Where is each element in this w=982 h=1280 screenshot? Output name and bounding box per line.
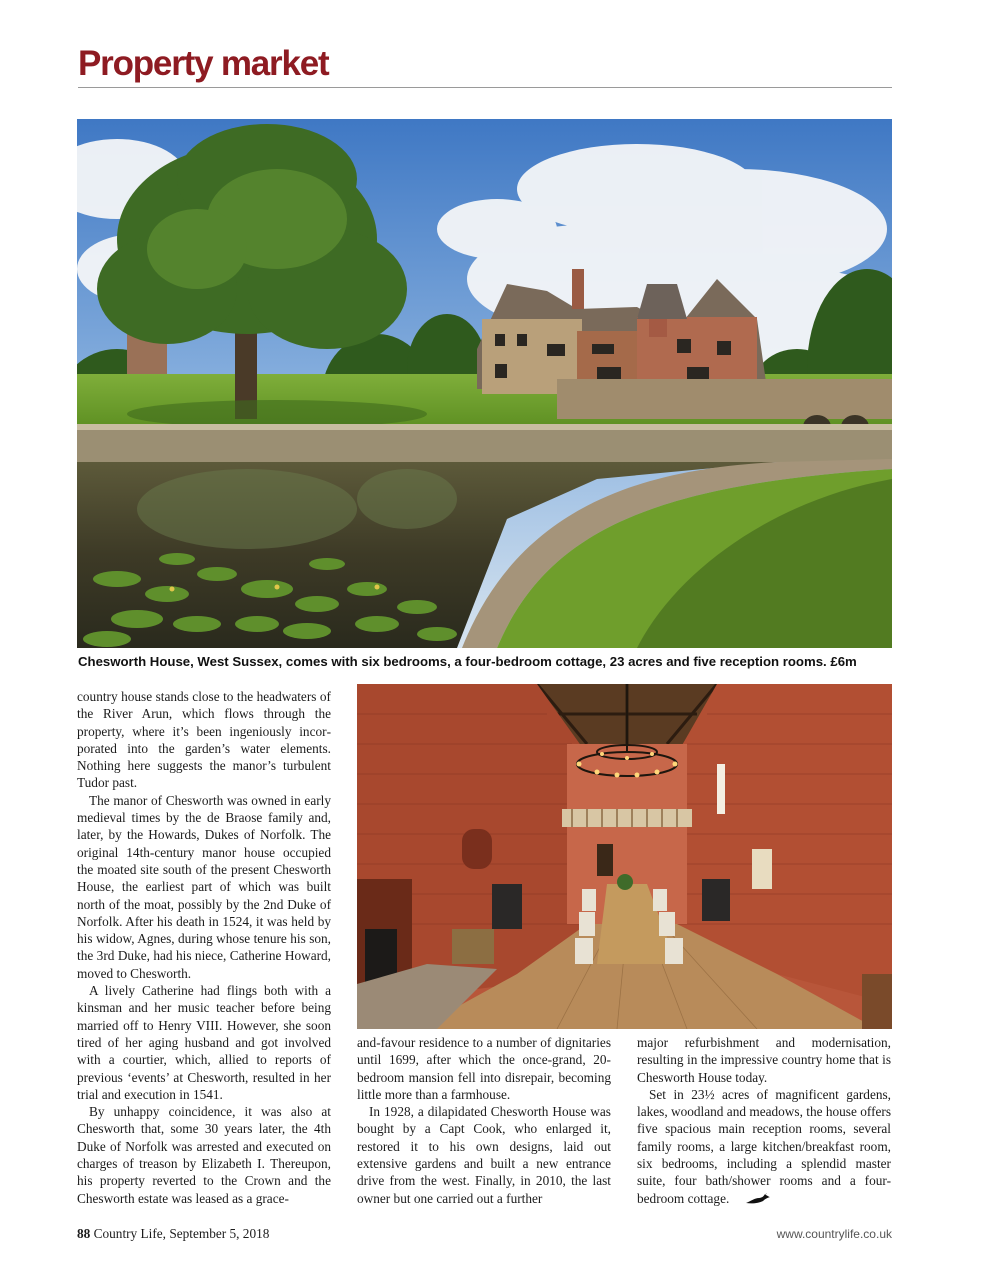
article-paragraph: and-favour residence to a number of dignitaries until 1699, after which the once-grand, 20-bedroom mansion fell into disrepair, becoming little more than a farmhouse. [357,1035,611,1102]
article-paragraph: By unhappy coincidence, it was also at Chesworth that, some 30 years later, the 4th Duke of Norfolk was arrested and executed on charges of treason by Elizabeth I. Thereupon, his property reverted to the Crown and the Chesworth estate was leased as a grace- [77,1104,331,1206]
article-paragraph: The manor of Chesworth was owned in early medieval times by the de Braose family and, later, by the Howards, Dukes of Norfolk. The original 14th-century manor house occupied the moated site south of the present Chesworth House, the earliest part of which was built north of the moat, possibly by the 2nd Duke of Norfolk. After his death in 1524, it was held by his widow, Agnes, during whose tenure his son, the 3rd Duke, had his niece, Catherine Howard, moved to Chesworth. [77,792,331,981]
article-paragraph: In 1928, a dilapidated Chesworth House was bought by a Capt Cook, who enlarged it, restored it to his own designs, laid out extensive gardens and built a new entrance drive from the west. Finally, in 2010, the last owner but one carried out a further [357,1104,611,1206]
great-hall-interior-photo [357,684,892,1029]
page-footer-issue [77,1226,269,1242]
peacock-end-mark-icon [733,1191,771,1209]
section-title: Property market [78,44,329,83]
article-column-3 [637,1034,891,1209]
article-paragraph [637,1086,891,1209]
photo-caption: Chesworth House, West Sussex, comes with six bedrooms, a four-bedroom cottage, 23 acres and five reception rooms. £6m [78,654,857,669]
article-column-1 [77,688,331,1207]
website-link[interactable]: www.countrylife.co.uk [776,1227,892,1241]
article-paragraph: A lively Catherine had flings both with a kinsman and her music teacher before being married off to Henry VIII. However, she soon tired of her aging husband and got involved with a courtier, which, allied to reports of previous ‘events’ at Chesworth, resulted in her trial and execution in 1541. [77,983,331,1102]
chesworth-house-exterior-photo [77,119,892,648]
page-number: 88 [77,1226,91,1241]
article-paragraph-text: Set in 23½ acres of magnificent gardens, lakes, woodland and meadows, the house offers five spacious main reception rooms, several family rooms, a large kitchen/breakfast room, six bedrooms, including a splendid master suite, four bath/shower rooms and a four-bedroom cottage. [637,1086,891,1206]
title-divider [78,87,892,88]
article-paragraph: country house stands close to the headwaters of the River Arun, which flows through the property, where it’s been ingeniously incorporated into the garden’s water elements. Nothing here suggests the manor’s turbulent Tudor past. [77,689,331,791]
article-paragraph: major refurbishment and modernisation, resulting in the impressive country home that is Chesworth House today. [637,1035,891,1085]
article-column-2 [357,1034,611,1207]
issue-date: Country Life, September 5, 2018 [93,1226,270,1241]
